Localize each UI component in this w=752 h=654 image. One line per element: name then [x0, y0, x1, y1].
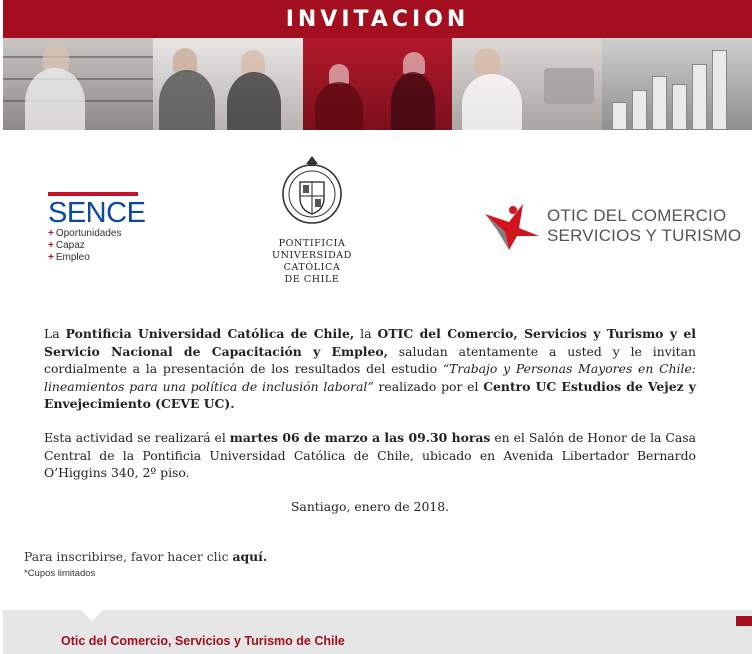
- header-title: INVITACION: [285, 6, 470, 32]
- otic-logo: [483, 202, 741, 250]
- otic-logo-text: OTIC DEL COMERCIO SERVICIOS Y TURISMO: [547, 206, 742, 245]
- sence-logo-bar: [48, 192, 138, 196]
- sence-tagline-3: + Empleo: [48, 252, 90, 263]
- plus-icon: +: [48, 228, 54, 239]
- photo-banner: [3, 38, 752, 130]
- invitation-body: [44, 325, 696, 531]
- signup-text: Para inscribirse, favor hacer clic: [24, 549, 229, 564]
- sence-logo-name: SENCE: [48, 197, 146, 229]
- plus-icon: +: [48, 252, 54, 263]
- university-seal-icon: [282, 152, 342, 230]
- banner-photo-bar-chart: [602, 38, 752, 130]
- limited-seats-note: *Cupos limitados: [24, 568, 96, 579]
- puc-logo-text: PONTIFICIA UNIVERSIDAD CATÓLICA DE CHILE: [272, 238, 352, 285]
- invitation-date: Santiago, enero de 2018.: [290, 498, 450, 514]
- sence-tagline-2: + Capaz: [48, 240, 85, 251]
- plus-icon: +: [48, 240, 54, 251]
- puc-logo: [272, 152, 352, 286]
- invitation-paragraph-1: La Pontificia Universidad Católica de Chile, la OTIC del Comercio, Servicios y Turismo y el Servicio Nacional de Capacitación y Empleo, saludan atentamente a usted y le invitan cordialmente a la presentación de los resultados del estudio “Trabajo y Personas Mayores en Chile: lineamientos para una política de inclusión laboral” realizado por el Centro UC Estudios de Vejez y Envejecimiento (CEVE UC).: [44, 326, 697, 412]
- sence-tagline-1: + Oportunidades: [48, 228, 122, 239]
- footer-accent: [736, 616, 752, 626]
- footer-notch: [81, 610, 103, 621]
- otic-star-icon: [483, 202, 541, 250]
- invitation-header: [3, 0, 752, 38]
- banner-photo-waiter: [3, 38, 153, 130]
- signup-link[interactable]: aquí.: [232, 549, 268, 564]
- sence-logo: [48, 192, 145, 264]
- banner-photo-business-people: [153, 38, 303, 130]
- invitation-paragraph-2: Esta actividad se realizará el martes 06 de marzo a las 09.30 horas en el Salón de Honor de la Casa Central de la Pontificia Universidad Católica de Chile, ubicado en Avenida Libertador Bernardo O’Higgins 340, 2º piso.: [44, 429, 696, 481]
- banner-photo-meeting: [303, 38, 453, 130]
- signup-line: [24, 549, 267, 564]
- footer-text: Otic del Comercio, Servicios y Turismo de Chile: [61, 634, 345, 648]
- partner-logos: [0, 150, 752, 300]
- banner-photo-office-worker: [452, 38, 602, 130]
- footer: [3, 610, 752, 654]
